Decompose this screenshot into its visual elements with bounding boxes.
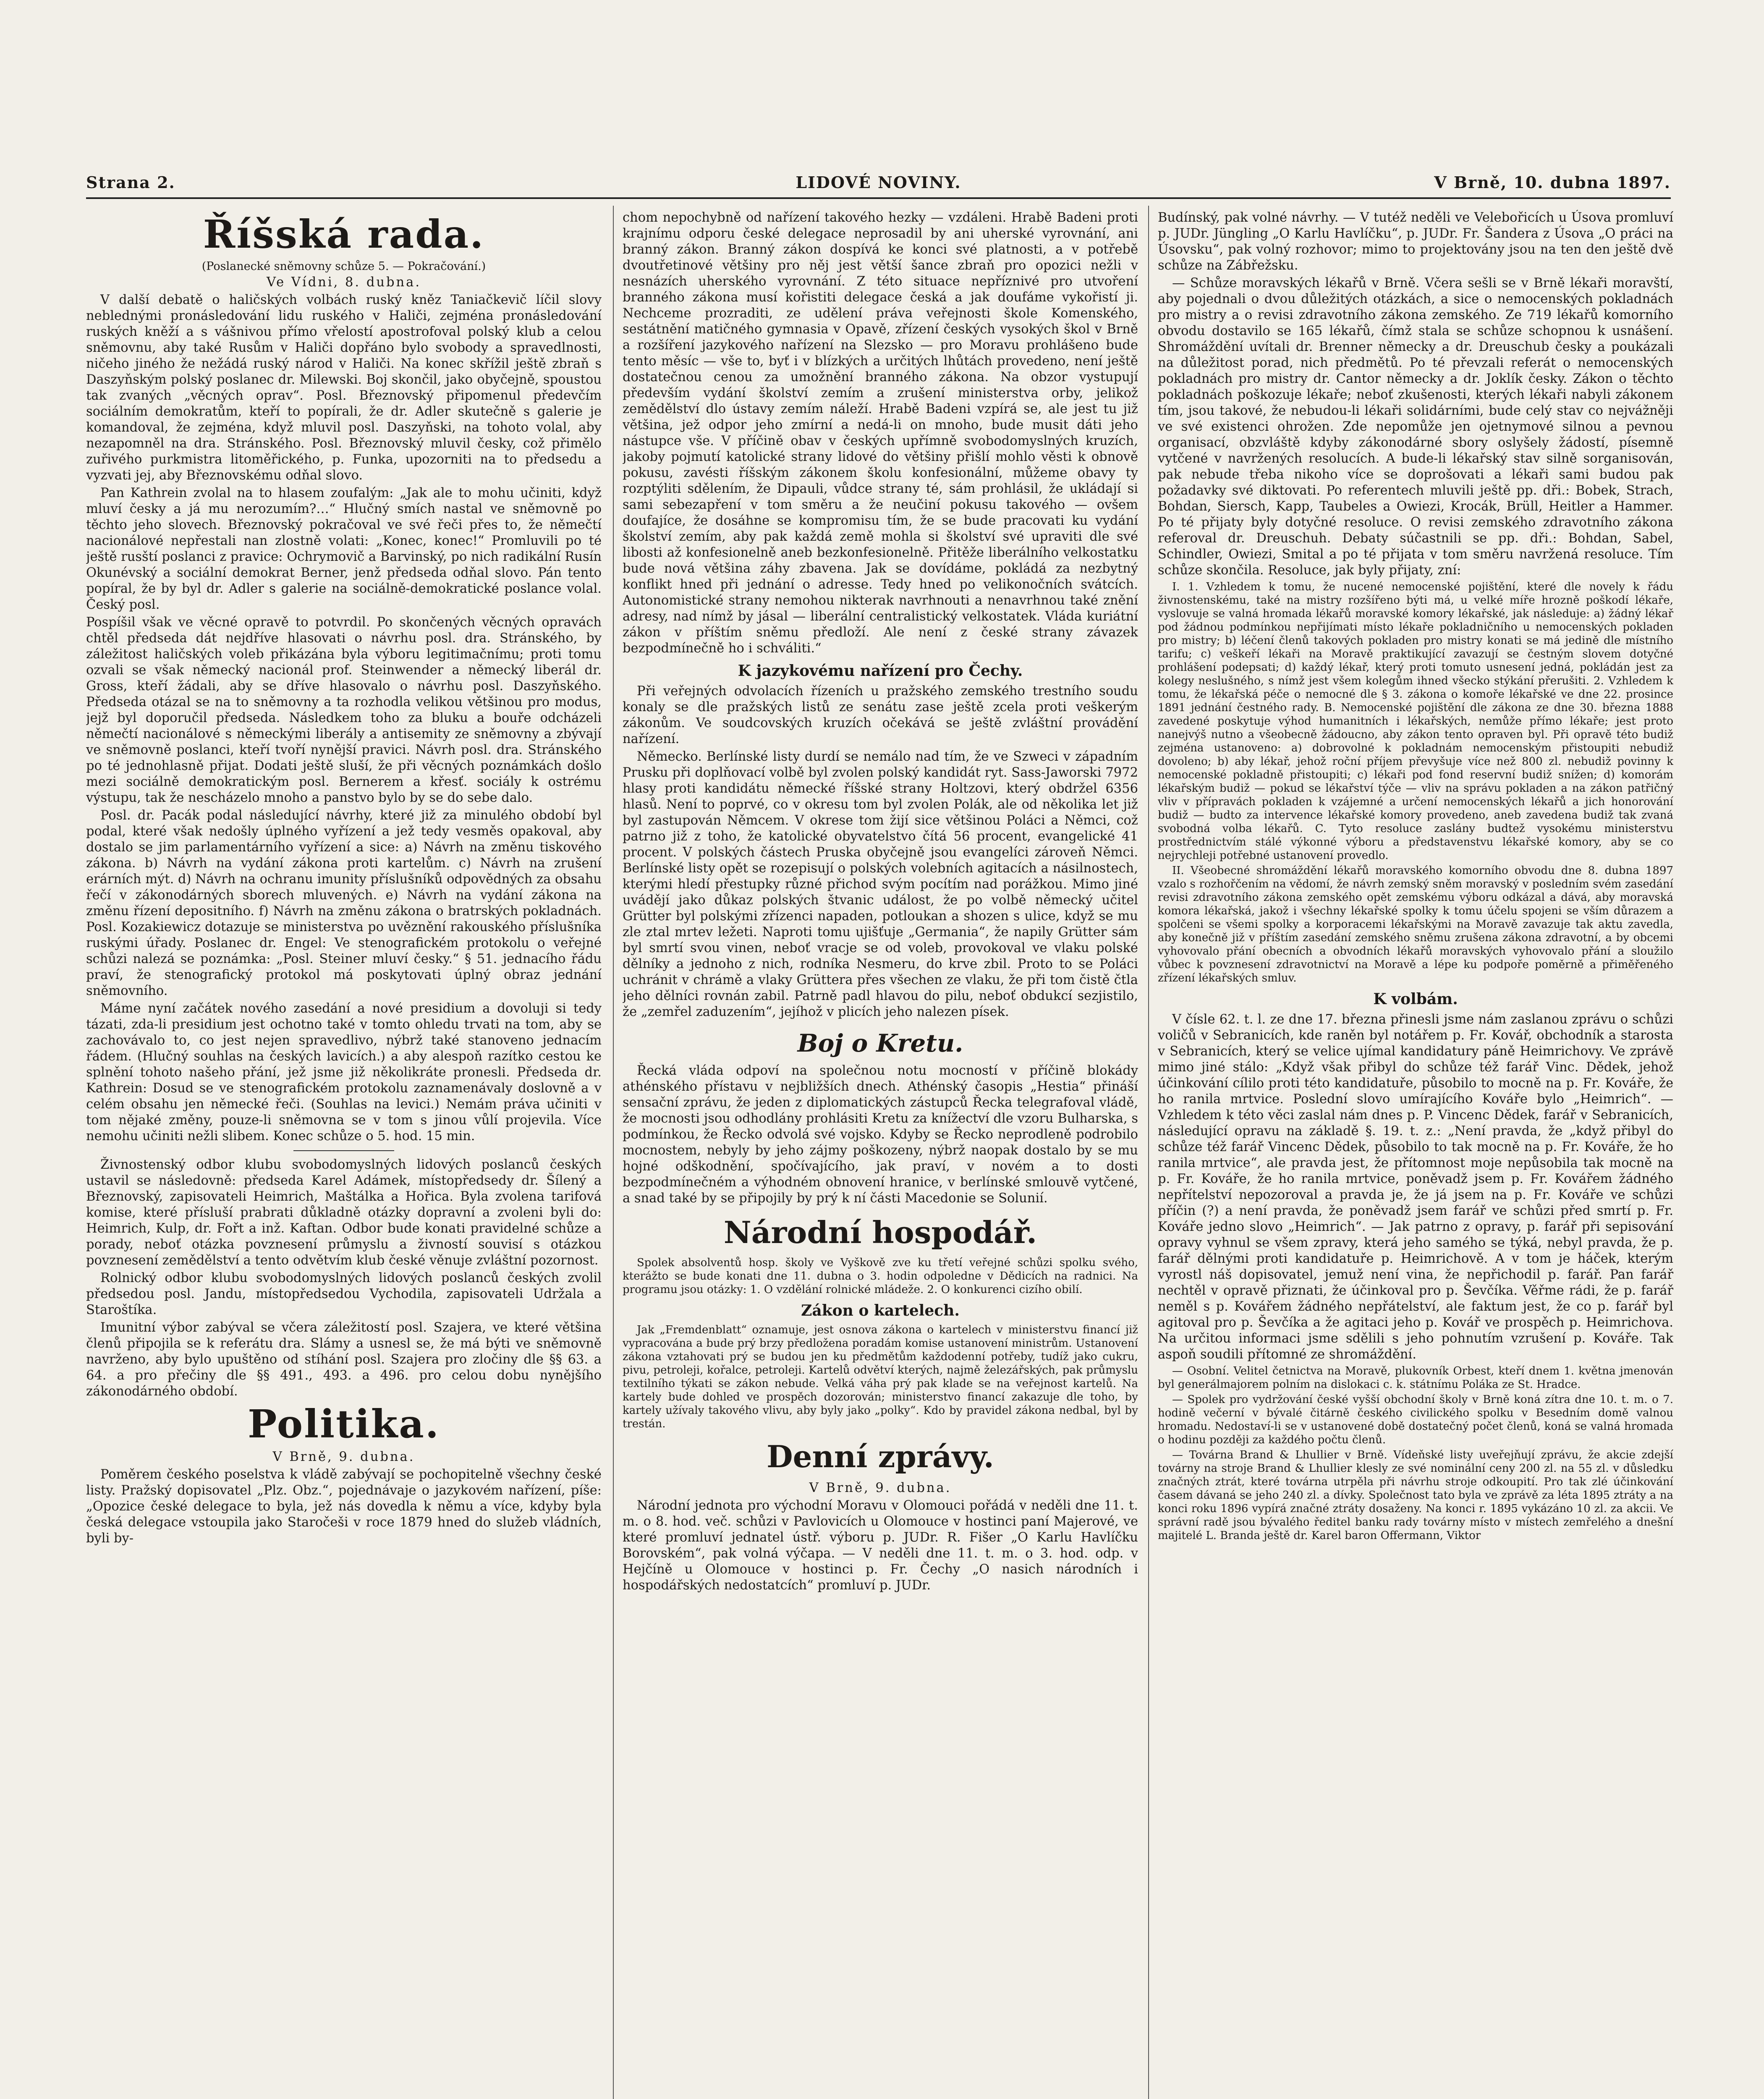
column-2 — [623, 210, 1138, 2099]
article-heading: Zákon o kartelech. — [801, 1302, 960, 1319]
article-paragraph: Řecká vláda odpoví na společnou notu mocností v příčině blokády athénského přístavu v nejbližších dnech. Athénský časopis „Hestia“ přináší sensační zprávu, že jeden z diplomatických zástupců Řecka telegrafoval vládě, že mocnosti jsou odhodlány prohlásiti Kretu za knížectví dle vzoru Bulharska, s podmínkou, že Řecko odvolá své vojsko. Kdyby se Řecko neprodleně podrobilo mocnostem, nebyly by jeho zájmy poškozeny, nýbrž naopak dostalo by se mu hojné odškodnění, spočívajícího, jak praví, v novém a to dosti bezpodmínečném a výhodném obnovení hranice, v berlínské smlouvě vytčené, a snad také by se připojily by prý k ní části Macedonie se Solunií. — [623, 1063, 1138, 1206]
article-paragraph: II. Všeobecné shromáždění lékařů moravského komorního obvodu dne 8. dubna 1897 vzalo s rozhořčením na vědomí, že návrh zemský sněm moravský v posledním svém zasedání revisi zdravotního zákona zemského opět zemskému výboru odkázal a dává, aby moravská komora lékařská, jakož i všechny lékařské spolky k tomu účelu spojeni se vším důrazem a spolčeni se všemi spolky a korporacemi lékařskými na Moravě zavazuje tak aktu zavedla, aby konečně již v příštím zasedání zemského sněmu zrušena zákona zdravotní, a by obcemi vyhovovalo přání obecních a obvodních lékařů moravských vyhovovalo přání a sloužilo vůbec k povznesení zdravotnictví na Moravě a lépe ku podpoře poměrně a přiměřeného zřízení lékařských smluv. — [1158, 864, 1673, 984]
article-heading: K jazykovému nařízení pro Čechy. — [738, 662, 1023, 680]
article-paragraph: Živnostenský odbor klubu svobodomyslných lidových poslanců českých ustavil se následovně: předseda Karel Adámek, místopředsedy dr. Šílený a Březnovský, zapisovateli Heimrich, Maštálka a Hořica. Byla zvolena tarifová komise, které přísluší prabrati důkladně otázky dopravní a zvoleni byli do: Heimrich, Kulp, dr. Fořt a inž. Kaftan. Odbor bude konati pravidelné schůze a porady, neboť otázka povznesení průmyslu a živností souvisí s otázkou povznesení zemědělství a tento odvětvím klub české věnuje zvláštní pozornost. — [86, 1157, 602, 1268]
article-paragraph: — Továrna Brand & Lhullier v Brně. Vídeňské listy uveřejňují zprávu, že akcie zdejší továrny na stroje Brand & Lhullier klesly ze své nominální ceny 200 zl. na 55 zl. v důsledku značných ztrát, které továrna utrpěla při návrhu stroje odkoupití. Pro tak zlé účinkování časem dávaná se jeho 240 zl. a dívky. Společnost tato byla ve zprávě za léta 1895 ztráty a na konci roku 1896 vypírá značné ztráty dosaženy. Na konci r. 1895 vykázáno 10 zl. za akcii. Ve správní radě jsou bývalého ředitel banku rady továrny místo v místech zemřelého a dnešní majitelé L. Branda ještě dr. Karel baron Offermann, Viktor — [1158, 1449, 1673, 1542]
header-rule — [86, 197, 1671, 199]
issue-date: V Brně, 10. dubna 1897. — [1434, 173, 1671, 192]
article-paragraph: Posl. dr. Pacák podal následující návrhy, které již za minulého období byl podal, které však nedošly úplného vyřízení a jež tedy vesměs opakoval, aby dostalo se jim parlamentárního vyřízení a sice: a) Návrh na změnu tiskového zákona. b) Návrh na vydání zákona proti kartelům. c) Návrh na zrušení erárních mýt. d) Návrh na ochranu imunity příslušníků odpovědných za obsahu řečí v zákonodárných sborech mluvených. e) Návrh na vydání zákona na změnu řízení depositního. f) Návrh na změnu zákona o bratrských pokladnách. Posl. Kozakiewicz dotazuje se ministerstva po uvěznění rakouského příslušníka ruskými úřady. Poslanec dr. Engel: Ve stenografickém protokolu o veřejné schůzi nalezá se poznámka: „Posl. Steiner mluví česky.“ § 51. jednacího řádu praví, že stenografický protokol má poskytovati úplný obraz jednání sněmovního. — [86, 808, 602, 998]
section-title-denni-zpravy: Denní zprávy. — [767, 1439, 994, 1474]
section-title-politika: Politika. — [248, 1401, 440, 1447]
article-paragraph: Spolek absolventů hosp. školy ve Vyškově zve ku třetí veřejné schůzi spolku svého, kterážto se bude konati dne 11. dubna o 3. hodin odpoledne v Dědicích na radnici. Na programu jsou otázky: 1. O vzdělání rolnické mládeže. 2. O konkurenci cizího obilí. — [623, 1256, 1138, 1296]
article-paragraph: Německo. Berlínské listy durdí se nemálo nad tím, že ve Szweci v západním Prusku při doplňovací volbě byl zvolen polský kandidát ryt. Sass-Jaworski 7972 hlasy proti kandidátu německé říšské strany Holtzovi, který obdržel 6356 hlasů. Není to poprvé, co v okresu tom byl zvolen Polák, ale od několika let již byl zastupován Němcem. V okrese tom žijí sice většinou Poláci a Němci, což patrno již z toho, že katolické obyvatelstvo čítá 56 procent, evangelické 41 procent. V polských částech Pruska obyčejně jsou evangelíci zároveň Němci. Berlínské listy opět se rozepisují o polských volebních agitacích a násilnostech, kterými hledí přestupky různé přichod svým pocítím nad porážkou. Mimo jiné uvádějí jako důkaz polských štvanic událost, že po volbě německý učitel Grütter byl polskými zřízenci napaden, potloukan a shozen s ulice, když se mu zle ztal mrtev ležeti. Naproti tomu ujišťuje „Germania“, že napily Grütter sám byl smrtí svou vinen, neboť vracje se od voleb, provokoval ve vlaku polské dělníky a jednoho z nich, rodníka Nesmeru, do krve zbil. Proto to se Poláci uchránit v chrámě a vlaky Grüttera přes všechen ze vlaku, že při tom čistě čtla jeho dělníci rovnán zabil. Patrně padl hlavou do pilu, neboť obdukcí sezjistilo, že „zemřel zaduzením“, jejíhož v plicích jeho nalezen písek. — [623, 749, 1138, 1019]
section-meta: (Poslanecké sněmovny schůze 5. — Pokračování.) — [202, 260, 486, 273]
column-3 — [1158, 210, 1673, 2099]
article-paragraph: Rolnický odbor klubu svobodomyslných lidových poslanců českých zvolil předsedou posl. Jandu, místopředsedou Vychodila, zapisovateli Udržala a Staroštíka. — [86, 1271, 602, 1317]
column-divider — [1148, 206, 1149, 2099]
column-1 — [86, 210, 602, 2099]
section-title-risska-rada: Říšská rada. — [203, 212, 485, 257]
article-paragraph: Pospíšil však ve věcné opravě to potvrdil. Po skončených věcných opravách chtěl předseda dát nejdříve hlasovati o návrhu posl. dra. Stránského, by záležitost haličských voleb přikázána byla výboru legitimačnímu; proti tomu ozvali se však německý nacionál prof. Steinwender a německý liberál dr. Gross, kteří žádali, aby se dříve hlasovalo o návrhu posl. Daszyňského. Předseda otázal se na to sněmovny a ta rozhodla velikou většinou pro modus, jejž byl doporučil předseda. Následkem toho za bluku a bouře odcházeli němečtí nacionálové s německými liberály a antisemity ze sněmovny a zbývají ve sněmovně poslanci, kteří tvoří nynější pravici. Návrh posl. dra. Stránského po té jednohlasně přijat. Dodati ještě sluší, že při věcných poznámkách došlo mezi sociálně demokratickým posl. Bernerem a křesť. sociály k ostrému výstupu, tak že nescházelo mnoho a panstvo bylo by se do sebe dalo. — [86, 615, 602, 805]
article-paragraph: — Schůze moravských lékařů v Brně. Včera sešli se v Brně lékaři moravští, aby pojednali o dvou důležitých otázkách, a sice o nemocenských pokladnách pro mistry a o revisi zdravotního zákona zemského. Ze 719 lékařů komorního obvodu dostavilo se 165 lékařů, čímž stala se schůze schopnou k usnášení. Shromáždění uvítali dr. Brenner německy a dr. Dreuschub česky a poukázali na důležitost porad, nich předmětů. Po té převzali referát o nemocenských pokladnách pro mistry dr. Cantor německy a dr. Joklík česky. Zákon o těchto pokladnách poškozuje lékaře; neboť zkušenosti, kterých lékaři nabyli zákonem tím, jsou takové, že nebudou-li lékaři solidárními, bude celý stav co nejvážněji ve své existenci ohrožen. Zde nepomůže jen ojetnymové silnou a pevnou organisací, obzvláště kdyby zákonodárné sbory oslyšely žádostí, písemně vytčené v navržených resolucích. A bude-li lékařský stav silně sorganisován, pak nebude třeba nikoho více se doprošovati a lékaři sami budou pak požadavky své diktovati. Po referentech mluvili ještě pp. dři.: Bobek, Strach, Bohdan, Siersch, Kapp, Taubeles a Owiezi, Krocák, Brüll, Heitler a Hammer. Po té přijaty byly dotyčné resoluce. O revisi zemského zdravotního zákona referoval dr. Dreuschuh. Debaty súčastnili se pp. dři.: Bohdan, Sabel, Schindler, Owiezi, Smital a po té přijata v tom směru navržená resoluce. Tím schůze skončila. Resoluce, jak byly přijaty, zní: — [1158, 276, 1673, 578]
article-paragraph: Jak „Fremdenblatt“ oznamuje, jest osnova zákona o kartelech v ministerstvu financí již vypracována a bude prý brzy předložena poradám komise ustanovení ministrům. Ustanovení zákona vztahovati prý se budou jen ku předmětům každodenní potřeby, tudíž jako cukru, pivu, petroleji, kořalce, petroleji. Kartelů odvětví kterých, najmě železářských, pak průmyslu textilního týkati se zákon nebude. Velká váha prý pak klade se na veřejnost kartelů. Na kartely bude dohled ve prospěch dozorován; ministerstvo financí zakazuje dle toho, by kartely užívaly takového vlivu, aby byly jako „polky“. Kdo by pravidel zákona nedbal, byl by trestán. — [623, 1324, 1138, 1430]
article-separator — [293, 1150, 394, 1151]
article-paragraph: — Spolek pro vydržování české vyšší obchodní školy v Brně koná zítra dne 10. t. m. o 7. hodině večerní v bývalé čitárně českého civilického spolku v Besedním domě valnou hromadu. Nedostaví-li se v ustanovené době dostatečný počet členů, koná se valná hromada o hodinu později za každého počtu členů. — [1158, 1393, 1673, 1446]
article-paragraph: V čísle 62. t. l. ze dne 17. března přinesli jsme nám zaslanou zprávu o schůzi voličů v Sebranicích, kde raněn byl notářem p. Fr. Kovář, obchodník a starosta v Sebranicích, který se velice ujímal kandidatury páně Heimrichovy. Ve zprávě mimo jiné stálo: „Když však přibyl do schůze též farář Vinc. Dědek, jehož účinkování cílilo proti této kandidatuře, působilo to mocně na p. Fr. Kováře, že ho ranila mrtvice. Poslední slovo umírajícího Kováře bylo „Heimrich“. — Vzhledem k této věci zaslal nám dnes p. P. Vincenc Dědek, farář v Sebranicích, následující opravu na základě §. 19. t. z.: „Není pravda, že „když přibyl do schůze též farář Vincenc Dědek, působilo to tak mocně na p. Fr. Kováře, že ho ranila mrtvice“, ale pravda jest, že přítomnost moje nepůsobila tak mocně na p. Fr. Kováře, že ho ranila mrtvice, poněvadž jsem p. Fr. Kovářem žádného nepřítelství nepozoroval a pravda je, že já jsem na p. Fr. Kováře ve schůzi příčin (?) a není pravda, že poněvadž jsem farář ve schůzi před smrtí p. Fr. Kováře jedno slovo „Heimrich“. — Jak patrno z opravy, p. farář při sepisování opravy vyhnul se všem zpravy, která jeho samého se týká, nebyl pravda, že p. farář dělnými proti kandidatuře p. Heimrichově. A v tom je háček, kterým vyrostl náš dopisovatel, jemuž není vina, že nepřichodil p. farář. Pan farář nechtěl v opravě přiznati, že účinkoval pro p. Ševčíka. Věřme rádi, že p. farář neměl s p. Kovářem žádného nepřátelství, ale faktum jest, že co p. farář byl agitoval pro p. Ševčíka a že agitaci jeho p. Kovář ve prospěch p. Heimrichova. Na určitou informaci jsme sdělili s jeho pohnutím vzrušení p. Kováře. Tak aspoň soudili přítomné ze shromáždění. — [1158, 1012, 1673, 1362]
column-divider — [613, 206, 614, 2099]
page-number: Strana 2. — [86, 173, 175, 192]
article-paragraph: I. 1. Vzhledem k tomu, že nucené nemocenské pojištění, které dle novely k řádu živnostenskému, také na mistry rozšířeno býti má, u velké míře hrozně poškodí lékaře, vyslovuje se valná hromada lékařů moravské komory lékařské, jak následuje: a) žádný lékař pod žádnou podmínkou nepřijímati místo lékaře pokladničního u nemocenských pokladen pro mistry; b) léčení členů takových pokladen pro mistry konati se má jedině dle místního tarifu; c) veškeří lékaři na Moravě praktikující zavazují se čestným slovem dotyčné prohlášení podepsati; d) každý lékař, který proti tomuto usnesení jedná, pokládán jest za kolegy neslušného, s nímž jest všem kolegům ihned všecko stýkání přerušiti. 2. Vzhledem k tomu, že lékařská péče o nemocné dle § 3. zákona o komoře lékařské ve dne 22. prosince 1891 jednání čestného rady. B. Nemocenské pojištění dle zákona ze dne 30. března 1888 zavedené poskytuje výhod humanitních i lékařských, nemůže přímo lékaře; jest proto nanejvýš nutno a všeobecně žádoucno, aby zákon tento opraven byl. Při opravě této budiž zejména ustanoveno: a) dobrovolné k pokladnám nemocenským přistoupiti nebudiž dovoleno; b) aby lékař, jehož roční příjem převyšuje více než 800 zl. nebudiž povinny k nemocenské pokladně přistoupiti; c) lékaři pod fond reservní budiž snížen; d) komorám lékařským budiž — pokud se lékařství týče — vliv na správu pokladen a na zákon patřičný vliv v přípravách pokladen k vzájemné a určení nemocenských lékařů a jich honorování budiž — budto za intervence lékařské komory provedeno, aneb zavedena budiž tak zvaná svobodná volba lékařů. C. Tyto resoluce zaslány budtež vysokému ministerstvu prostřednictvím stálé výkonné výboru a představenstvu lékařské komory, aby se co nejrychleji potřebné ustanovení provedlo. — [1158, 581, 1673, 862]
masthead-title: LIDOVÉ NOVINY. — [796, 173, 961, 192]
article-paragraph: V další debatě o haličských volbách ruský kněz Taniačkevič líčil slovy neblednými pronásledování lidu ruského v Haliči, zejména pronásledování ruských kněží a s vášnivou přímo vřelostí apostrofoval polský klub a celou sněmovnu, aby také Rusům v Haliči dopřáno bylo svobody a spravedlnosti, ničeho jiného že nežádá ruský národ v Haliči. Na konec skřížil ještě zbraň s Daszyňským polský poslanec dr. Milewski. Boj skončil, jako obyčejně, spoustou tak zvaných „věcných oprav“. Posl. Březnovský připomenul předevčím sociálním demokratům, kteří to popírali, že dr. Adler skutečně s galerie je komandoval, že zejména, když mluvil posl. Daszyňski, na tohoto volal, aby nezapomněl na dra. Stránského. Posl. Březnovský mluvil česky, což přimělo zuřivého purkmistra litoměřického, p. Funka, upozorniti na to předsedu a vyzvati jej, aby Březnovskému odňal slovo. — [86, 293, 602, 483]
article-paragraph: Při veřejných odvolacích řízeních u pražského zemského trestního soudu konaly se dle pražských listů ze senátu zase ještě zcela proti veškerým zákonům. Ve soudcovských kruzích očekává se ještě zvláštní provádění nařízení. — [623, 684, 1138, 746]
section-title-boj-o-kretu: Boj o Kretu. — [797, 1029, 963, 1057]
section-title-narodni-hospodar: Národní hospodář. — [723, 1214, 1037, 1250]
article-paragraph: Poměrem českého poselstva k vládě zabývají se pochopitelně všechny české listy. Pražský dopisovatel „Plz. Obz.“, pojednávaje o jazykovém nařízení, píše: „Opozice české delegace to byla, jež nás dovedla k němu a více, kdyby byla česká delegace vstoupila jako Staročeši v roce 1879 hned do služeb vládních, byli by- — [86, 1467, 602, 1546]
article-heading: K volbám. — [1373, 990, 1458, 1008]
dateline: Ve Vídni, 8. dubna. — [266, 275, 421, 290]
article-paragraph: Národní jednota pro východní Moravu v Olomouci pořádá v neděli dne 11. t. m. o 8. hod. več. schůzi v Pavlovicích u Olomouce v hostinci paní Majerové, ve které promluví jednatel ústř. výboru p. JUDr. R. Fišer „O Karlu Havlíčku Borovském“, pak volná výčapa. — V neděli dne 11. t. m. o 3. hod. odp. v Hejčíně u Olomouce v hostinci p. Fr. Čechy „O nasich národních i hospodářských nedostatcích“ promluví p. JUDr. — [623, 1498, 1138, 1593]
article-paragraph: Imunitní výbor zabýval se včera záležitostí posl. Szajera, ve které většina členů připojila se k referátu dra. Slámy a usnesl se, že má býti ve sněmovně navrženo, aby bylo upuštěno od stíhání posl. Szajera pro zločiny dle §§ 63. a 64. a pro přečiny dle §§ 491., 493. a 496. pro celou dobu nynějšího zákonodárného období. — [86, 1320, 602, 1399]
article-paragraph: Máme nyní začátek nového zasedání a nové presidium a dovoluji si tedy tázati, zda-li presidium jest ochotno také v tomto ohledu trvati na tom, aby se zachovávalo to, co jest nejen spravedlivo, nýbrž také stanoveno jednacím řádem. (Hlučný souhlas na českých lavicích.) a aby alespoň razítko cestou ke splnění tohoto našeho přání, jež jsme již několikráte pronesli. Předseda dr. Kathrein: Dosud se ve stenografickém protokolu zaznamenávaly doslovně a v celém obsahu jen německé řeči. (Souhlas na levici.) Nemám práva učiniti v tom nějaké změny, pouze-li sněmovna se v tom s jinou vůlí projevila. Více nemohu učiniti nežli slibem. Konec schůze o 5. hod. 15 min. — [86, 1001, 602, 1144]
article-paragraph: chom nepochybně od nařízení takového hezky — vzdáleni. Hrabě Badeni proti krajnímu odporu české delegace neprosadil by ani uherské vyrovnání, ani branný zákon. Branný zákon dospívá ke konci své platnosti, a v potřebě dvoutřetinové většiny pro něj jest větší šance zbraň pro opozici nežli v nesnázích uherského vyrovnání. Z této situace nepříznivé pro utvoření branného zákona musí kořistiti delegace česká a jak doufáme vykořistí ji. Nechceme prozraditi, ze udělení práva veřejnosti škole Komenského, sestátnění matičného gymnasia v Opavě, zřízení českých vysokých škol v Brně a rozšíření jazykového nařízení na Slezsko — pro Moravu prohlášeno bude tento měsíc — vše to, byť i v blízkých a určitých lhůtách provedeno, není ještě dostatečnou cenou za umožnění branného zákona. Na obzor vystupují především vydání školství zemím a zrušení ministerstva orby, jelikož zemědělství dlo ústavy zemím náleží. Hrabě Badeni vzpírá se, ale jest tu již většina, jež odpor jeho zmírní a nedá-li on mnoho, bude musit dáti jeho nástupce vše. V příčině obav v českých upřímně svobodomyslných kruzích, jakoby pojmutí katolické strany lidové do většiny přišlí mohlo věsti k obnově pokusu, zavésti říšským zákonem školu konfesionální, můžeme obavy ty rozptýliti sdělením, že Dipauli, vůdce strany té, sám prohlásil, že ukládají si sami sebezapření v tom směru a že neučiní pokusu takového — ovšem doufajíce, že dosáhne se kompromisu tím, že se bude pracovati ku vydání školství zemím, aby pak každá země mohla si školství své upraviti dle své libosti až konfesionelně aneb bezkonfesionelně. Přitěže liberálního velkostatku bude nová většina záhy zbavena. Jak se dovídáme, pokládá za nezbytný konflikt hned při jednání o adresse. Tedy hned po velikonočních svátcích. Autonomistické strany nemohou nikterak navrhnouti a nenavrhnou také znění adresy, nad nímž by jásal — liberální centralistický velkostatek. Vláda kuriátní zákon v příštím sněmu předloží. Ale není z české strany závazek bezpodmínečně ho i schváliti.“ — [623, 210, 1138, 656]
dateline: V Brně, 9. dubna. — [809, 1481, 952, 1495]
article-paragraph: Budínský, pak volné návrhy. — V tutéž neděli ve Velebořicích u Úsova promluví p. JUDr. Jüngling „O Karlu Havlíčku“, p. JUDr. Fr. Šandera z Úsova „O práci na Úsovsku“, pak volný rozhovor; mimo to projektovány jsou na ten den ještě dvě schůze na Zábřežsku. — [1158, 210, 1673, 273]
article-paragraph: Pan Kathrein zvolal na to hlasem zoufalým: „Jak ale to mohu učiniti, když mluví česky a já mu nerozumím?…“ Hlučný smích nastal ve sněmovně po těchto jeho slovech. Březnovský pokračoval ve své řeči přes to, že němečtí nacionálové nepřestali nan zlostně volati: „Konec, konec!“ Promluvili po té ještě rusští poslanci z pravice: Ochrymovič a Barvinský, po nich radikální Rusín Okunévský a sociální demokrat Berner, jenž předseda odňal slovo. Pán tento popíral, že by byl dr. Adler s galerie na sociálně-demokratické poslance volal. Český posl. — [86, 486, 602, 612]
dateline: V Brně, 9. dubna. — [272, 1450, 415, 1464]
article-paragraph: — Osobní. Velitel četnictva na Moravě, plukovník Orbest, kteří dnem 1. května jmenován byl generálmajorem polním na dislokaci c. k. státnímu Poláka ze St. Hradce. — [1158, 1365, 1673, 1391]
